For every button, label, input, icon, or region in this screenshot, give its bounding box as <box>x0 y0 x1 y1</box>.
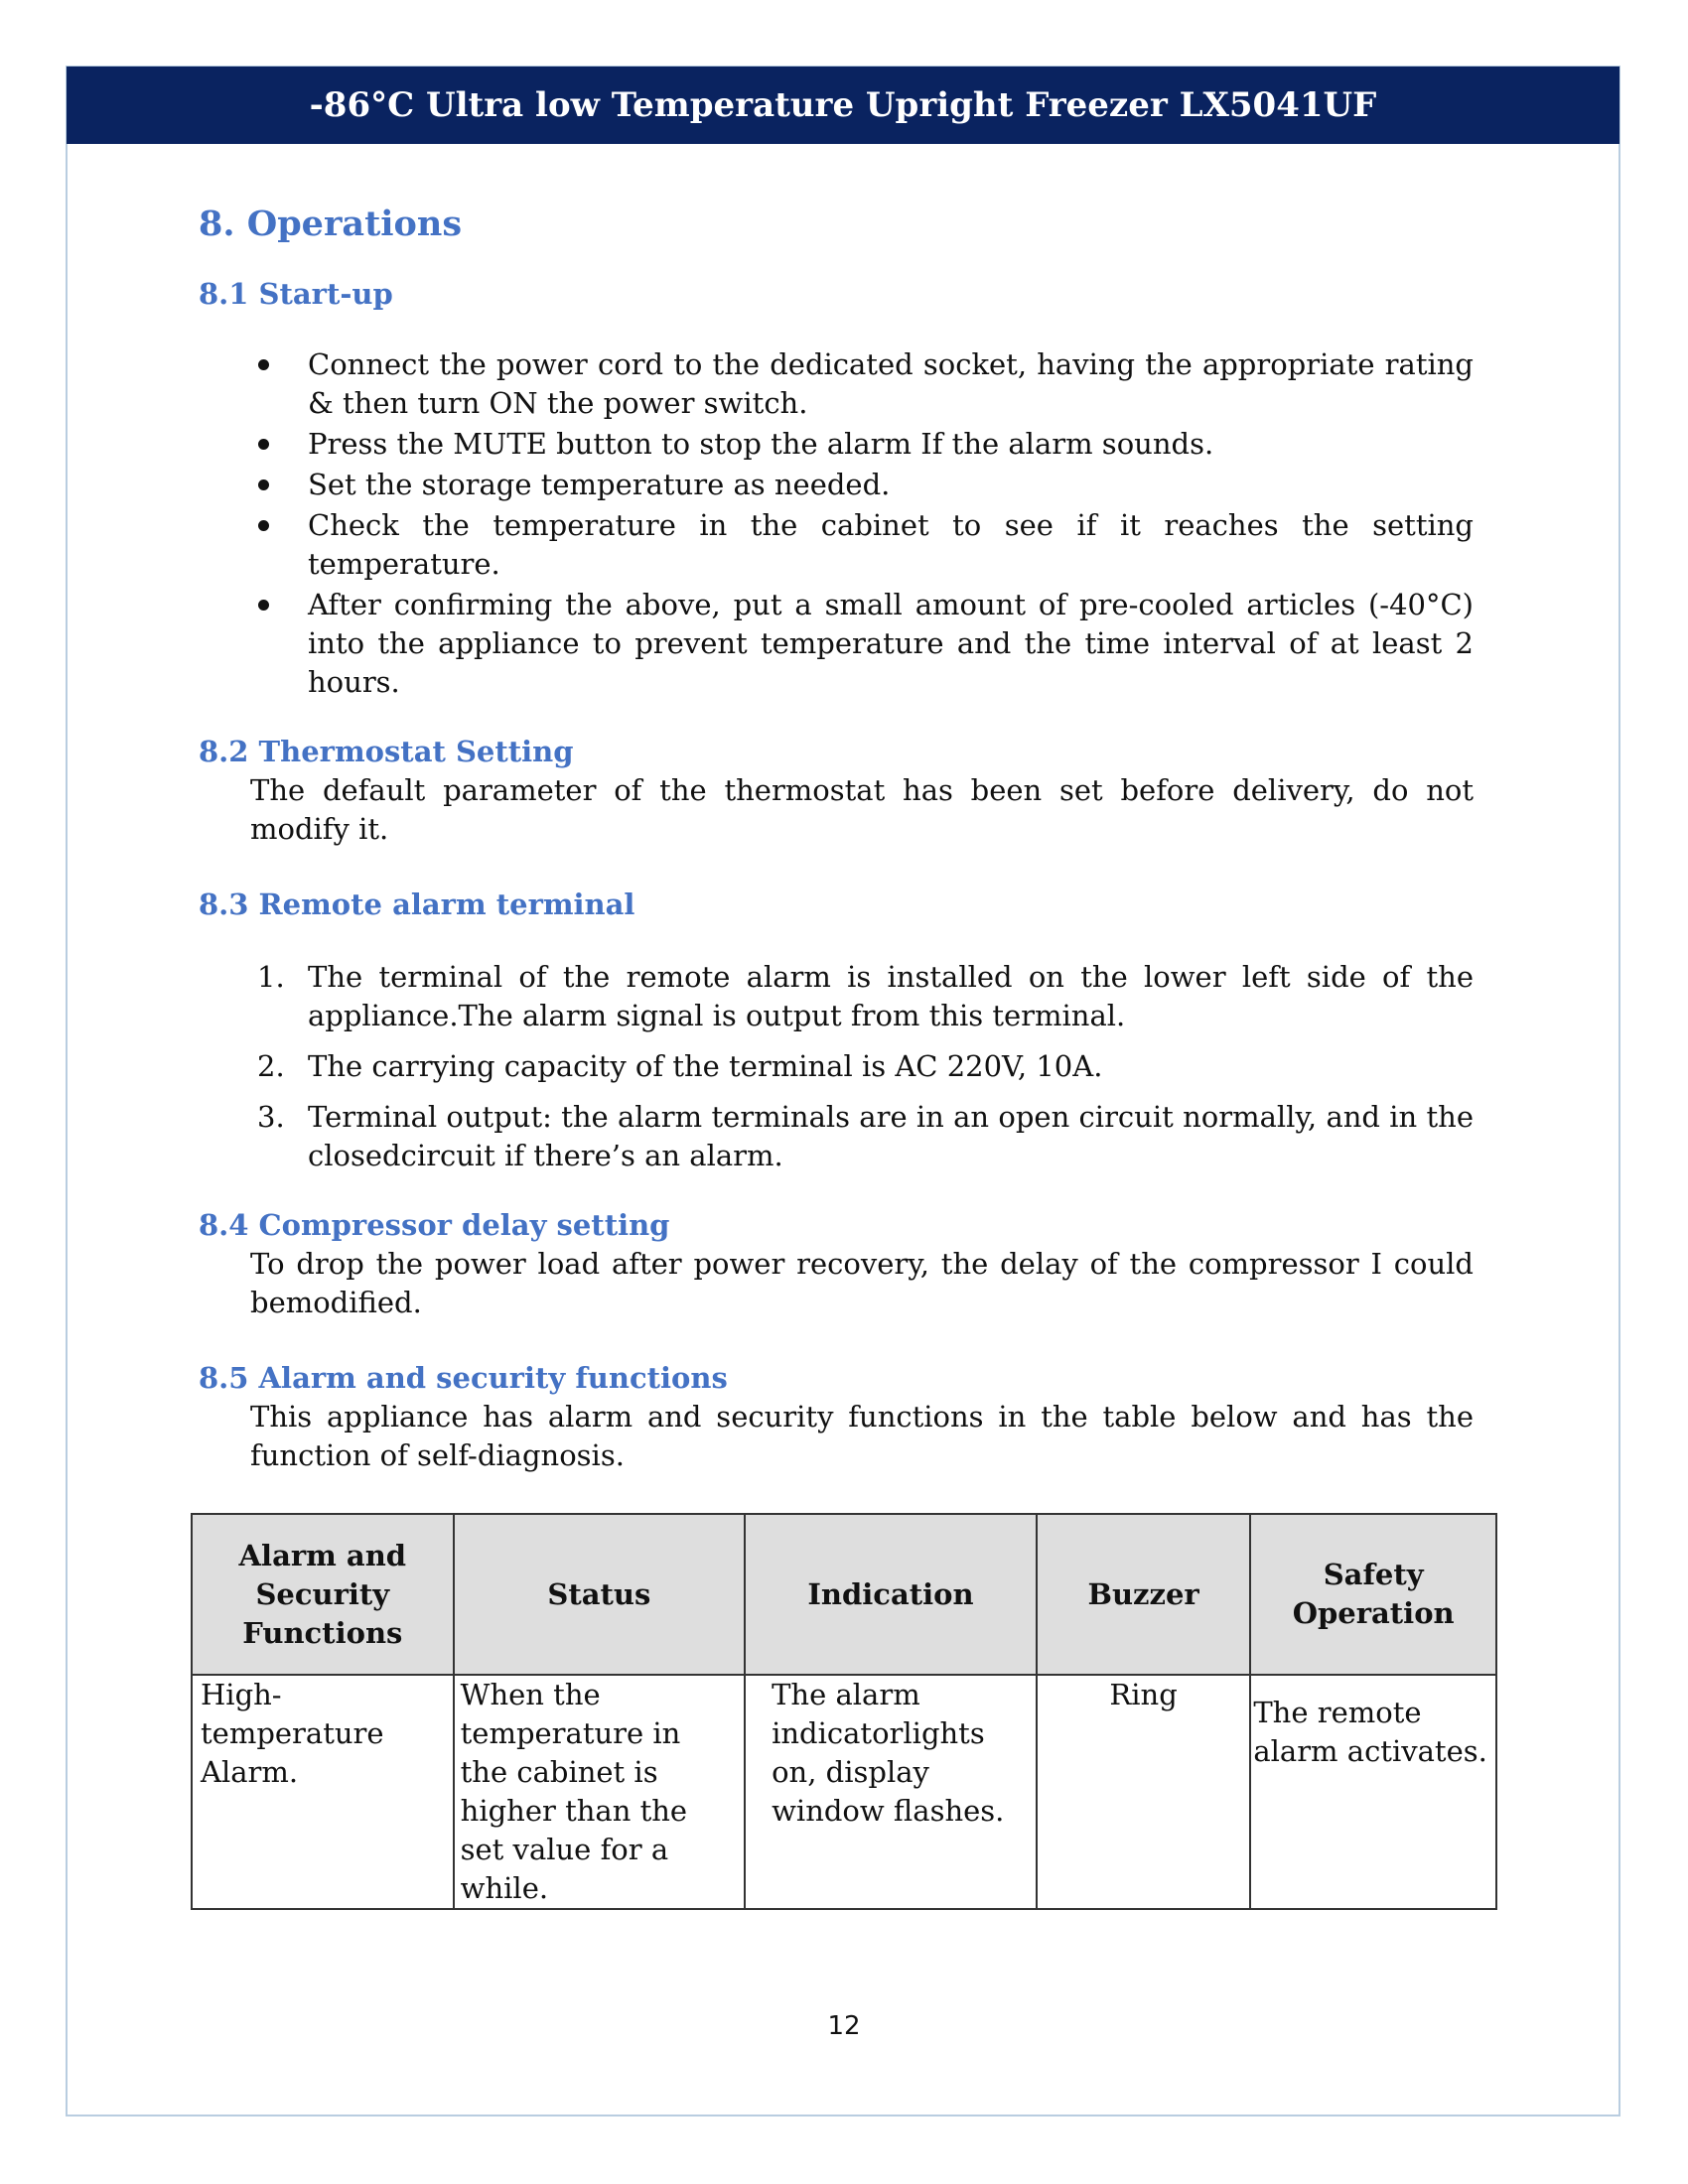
table-header-cell: Indication <box>745 1514 1037 1675</box>
bullet-icon <box>258 479 269 490</box>
table-cell: The remote alarm activates. <box>1250 1675 1496 1909</box>
list-item: Set the storage temperature as needed. <box>199 466 1474 504</box>
thermostat-text: The default parameter of the thermostat has been set before delivery, do not modify it. <box>250 773 1474 846</box>
remote-alarm-list <box>199 958 1474 1175</box>
list-item: Press the MUTE button to stop the alarm If the alarm sounds. <box>199 425 1474 464</box>
bullet-icon <box>258 520 269 531</box>
alarm-functions-table <box>191 1513 1497 1910</box>
compressor-heading: 8.4 Compressor delay setting <box>199 1208 670 1242</box>
startup-heading: 8.1 Start-up <box>199 277 393 311</box>
page-number: 12 <box>827 2011 861 2041</box>
compressor-text: To drop the power load after power recovery, the delay of the compressor I could bemodified. <box>250 1247 1474 1319</box>
table-cell: When the temperature in the cabinet is higher than the set value for a while. <box>454 1675 745 1909</box>
table-header-cell: Alarm and Security Functions <box>192 1514 454 1675</box>
list-item: 3. Terminal output: the alarm terminals are in an open circuit normally, and in the closedcircuit if there’s an alarm. <box>257 1100 1474 1172</box>
bullet-icon <box>258 439 269 450</box>
list-item: Connect the power cord to the dedicated socket, having the appropriate rating & then turn ON the power switch. <box>199 345 1474 423</box>
page-content <box>199 195 1474 1475</box>
list-item: 2. The carrying capacity of the terminal is AC 220V, 10A. <box>257 1049 1103 1083</box>
startup-list <box>199 345 1474 702</box>
table-cell: High-temperature Alarm. <box>192 1675 454 1909</box>
remote-alarm-heading: 8.3 Remote alarm terminal <box>199 887 635 921</box>
table-row <box>192 1675 1496 1909</box>
bullet-icon <box>258 359 269 370</box>
thermostat-heading: 8.2 Thermostat Setting <box>199 735 574 768</box>
section-title: 8. Operations <box>199 204 463 244</box>
alarm-security-text: This appliance has alarm and security functions in the table below and has the function of self-diagnosis. <box>250 1400 1474 1472</box>
document-header <box>67 67 1619 144</box>
table-cell: Ring <box>1037 1675 1251 1909</box>
table-header-cell: Status <box>454 1514 745 1675</box>
table-cell: The alarm indicatorlights on, display window flashes. <box>745 1675 1037 1909</box>
list-item: 1. The terminal of the remote alarm is installed on the lower left side of the appliance.The alarm signal is output from this terminal. <box>257 960 1474 1032</box>
alarm-security-heading: 8.5 Alarm and security functions <box>199 1361 728 1395</box>
list-item: After confirming the above, put a small amount of pre-cooled articles (-40°C) into the appliance to prevent temperature and the time interval of at least 2 hours. <box>199 586 1474 702</box>
list-item: Check the temperature in the cabinet to see if it reaches the setting temperature. <box>199 506 1474 584</box>
document-title: -86°C Ultra low Temperature Upright Freezer LX5041UF <box>309 85 1377 125</box>
bullet-icon <box>258 600 269 611</box>
table-header-row <box>192 1514 1496 1675</box>
table-header-cell: Buzzer <box>1037 1514 1251 1675</box>
table-header-cell: Safety Operation <box>1250 1514 1496 1675</box>
